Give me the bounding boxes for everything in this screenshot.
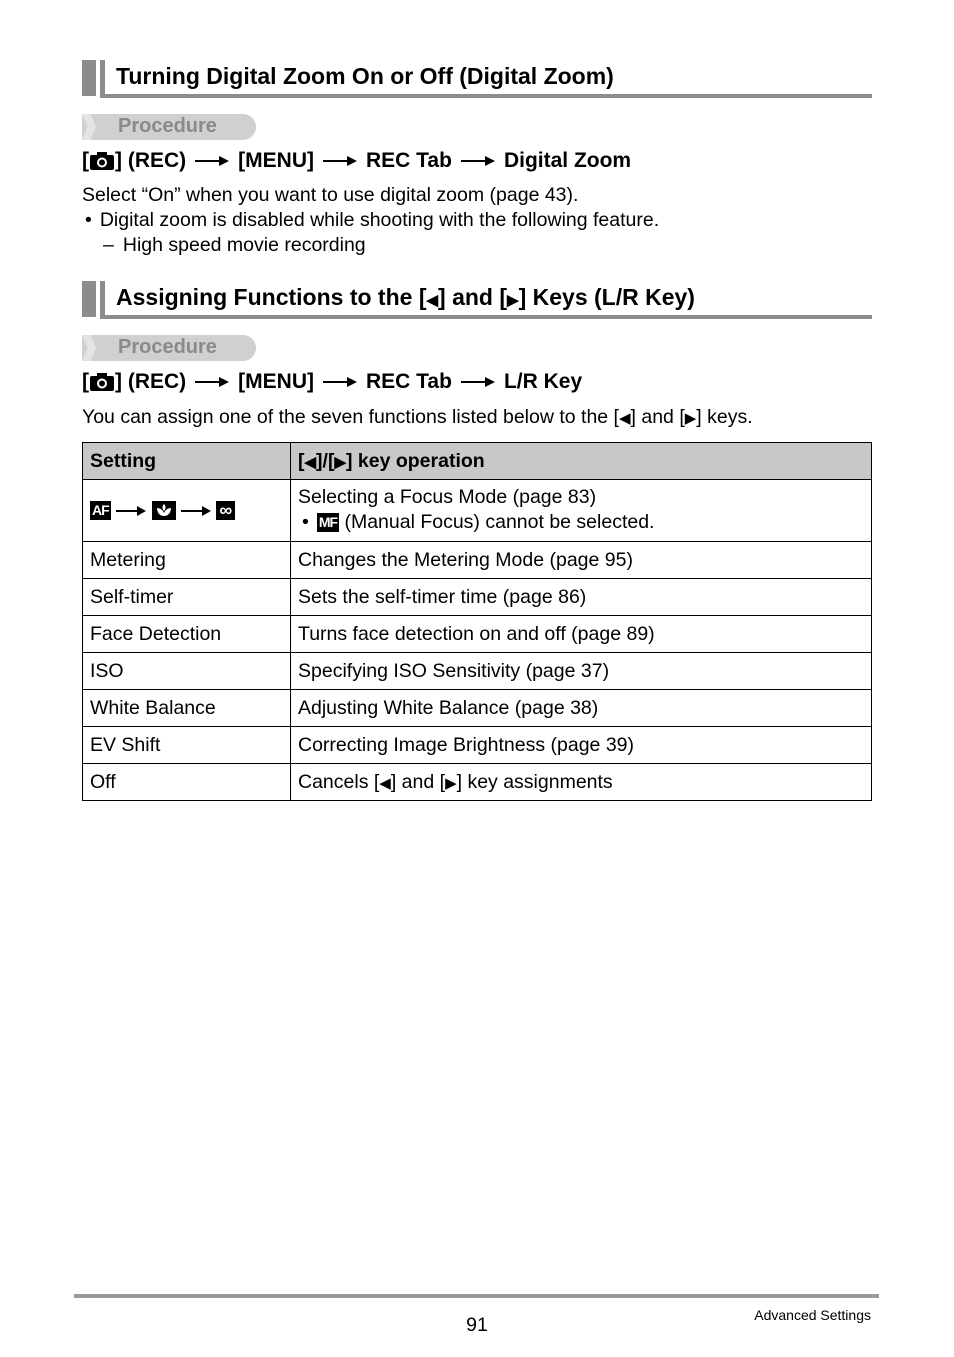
menu-path-tab: REC Tab — [365, 149, 452, 172]
procedure-label: Procedure — [118, 115, 217, 137]
menu-path-menu: [MENU] — [238, 149, 314, 172]
left-key-icon: ◀ — [379, 774, 391, 792]
focus-description-cell — [291, 480, 872, 542]
table-row — [83, 727, 872, 764]
table-row — [83, 542, 872, 579]
setting-cell: ISO — [83, 653, 291, 690]
arrow-right-icon — [461, 375, 495, 389]
table-header-row — [83, 443, 872, 480]
procedure-badge — [82, 114, 256, 140]
camera-icon — [89, 372, 115, 392]
bullet-item — [82, 209, 659, 232]
table-row — [83, 764, 872, 801]
heading-rule — [100, 315, 872, 319]
section-title: Assigning Functions to the [◀] and [▶] Keys (L/R Key) — [116, 284, 695, 310]
dash-item — [103, 234, 366, 257]
operation-cell: Specifying ISO Sensitivity (page 37) — [291, 653, 872, 690]
setting-cell: Metering — [83, 542, 291, 579]
operation-cell: Correcting Image Brightness (page 39) — [291, 727, 872, 764]
heading-bar — [100, 281, 105, 317]
right-key-icon: ▶ — [684, 410, 697, 427]
left-key-icon: ◀ — [426, 292, 439, 309]
operation-cell: Sets the self-timer time (page 86) — [291, 579, 872, 616]
focus-icons-cell — [83, 480, 291, 542]
body-text: You can assign one of the seven functions listed below to the [◀] and [▶] keys. — [82, 406, 753, 428]
bullet-text: Digital zoom is disabled while shooting with the following feature. — [99, 209, 660, 231]
operation-cell: Turns face detection on and off (page 89) — [291, 616, 872, 653]
menu-path-rec: ] (REC) — [115, 149, 187, 172]
dash-text: High speed movie recording — [122, 234, 366, 256]
focus-note — [298, 510, 864, 535]
heading-bar — [100, 60, 105, 96]
table-row — [83, 480, 872, 542]
bracket: [ — [82, 149, 89, 172]
procedure-badge — [82, 335, 256, 361]
right-key-icon: ▶ — [445, 774, 457, 792]
right-key-icon: ▶ — [507, 292, 519, 309]
function-table — [82, 442, 872, 801]
bullet: • — [85, 209, 92, 231]
page-number: 91 — [466, 1314, 488, 1336]
manual-focus-icon: MF — [318, 513, 338, 530]
menu-path-item: Digital Zoom — [503, 149, 632, 172]
bracket: [ — [82, 370, 89, 393]
operation-cell: Adjusting White Balance (page 38) — [291, 690, 872, 727]
operation-cell: Changes the Metering Mode (page 95) — [291, 542, 872, 579]
menu-path-rec: ] (REC) — [115, 370, 187, 393]
header-setting: Setting — [83, 443, 291, 480]
camera-icon — [89, 151, 115, 171]
right-key-icon: ▶ — [334, 453, 346, 471]
arrow-right-icon — [116, 505, 146, 517]
body-text: Select “On” when you want to use digital zoom (page 43). — [82, 184, 579, 206]
heading-rule — [100, 94, 872, 98]
footer-section-label: Advanced Settings — [754, 1307, 871, 1323]
macro-focus-icon — [152, 501, 176, 520]
arrow-right-icon — [195, 154, 229, 168]
heading-bar — [82, 60, 96, 96]
procedure-label: Procedure — [118, 336, 217, 358]
table-row — [83, 690, 872, 727]
footer-rule — [74, 1294, 879, 1298]
setting-cell: EV Shift — [83, 727, 291, 764]
arrow-right-icon — [461, 154, 495, 168]
menu-path — [82, 149, 631, 173]
table-row — [83, 616, 872, 653]
setting-cell: Self-timer — [83, 579, 291, 616]
setting-cell: Off — [83, 764, 291, 801]
autofocus-icon: AF — [92, 502, 109, 519]
procedure-badge-notch — [82, 114, 96, 140]
section-heading-lr-key — [82, 281, 872, 319]
procedure-badge-notch — [82, 335, 96, 361]
focus-note-text: (Manual Focus) cannot be selected. — [344, 510, 655, 533]
header-operation: [◀]/[▶] key operation — [291, 443, 872, 480]
focus-description: Selecting a Focus Mode (page 83) — [298, 485, 597, 508]
menu-path-item: L/R Key — [503, 370, 583, 393]
dash: – — [103, 234, 114, 256]
infinity-focus-icon: ∞ — [216, 501, 235, 520]
table-row — [83, 653, 872, 690]
setting-cell: White Balance — [83, 690, 291, 727]
menu-path-menu: [MENU] — [238, 370, 314, 393]
arrow-right-icon — [181, 505, 211, 517]
left-key-icon: ◀ — [618, 410, 631, 427]
bullet: • — [302, 510, 309, 533]
operation-cell: Cancels [◀] and [▶] key assignments — [291, 764, 872, 801]
section-heading-digital-zoom — [82, 60, 872, 98]
setting-cell: Face Detection — [83, 616, 291, 653]
menu-path-tab: REC Tab — [365, 370, 452, 393]
arrow-right-icon — [323, 154, 357, 168]
heading-bar — [82, 281, 96, 317]
table-row — [83, 579, 872, 616]
menu-path — [82, 370, 582, 394]
left-key-icon: ◀ — [304, 453, 317, 471]
arrow-right-icon — [195, 375, 229, 389]
section-title: Turning Digital Zoom On or Off (Digital Zoom) — [116, 63, 614, 89]
arrow-right-icon — [323, 375, 357, 389]
